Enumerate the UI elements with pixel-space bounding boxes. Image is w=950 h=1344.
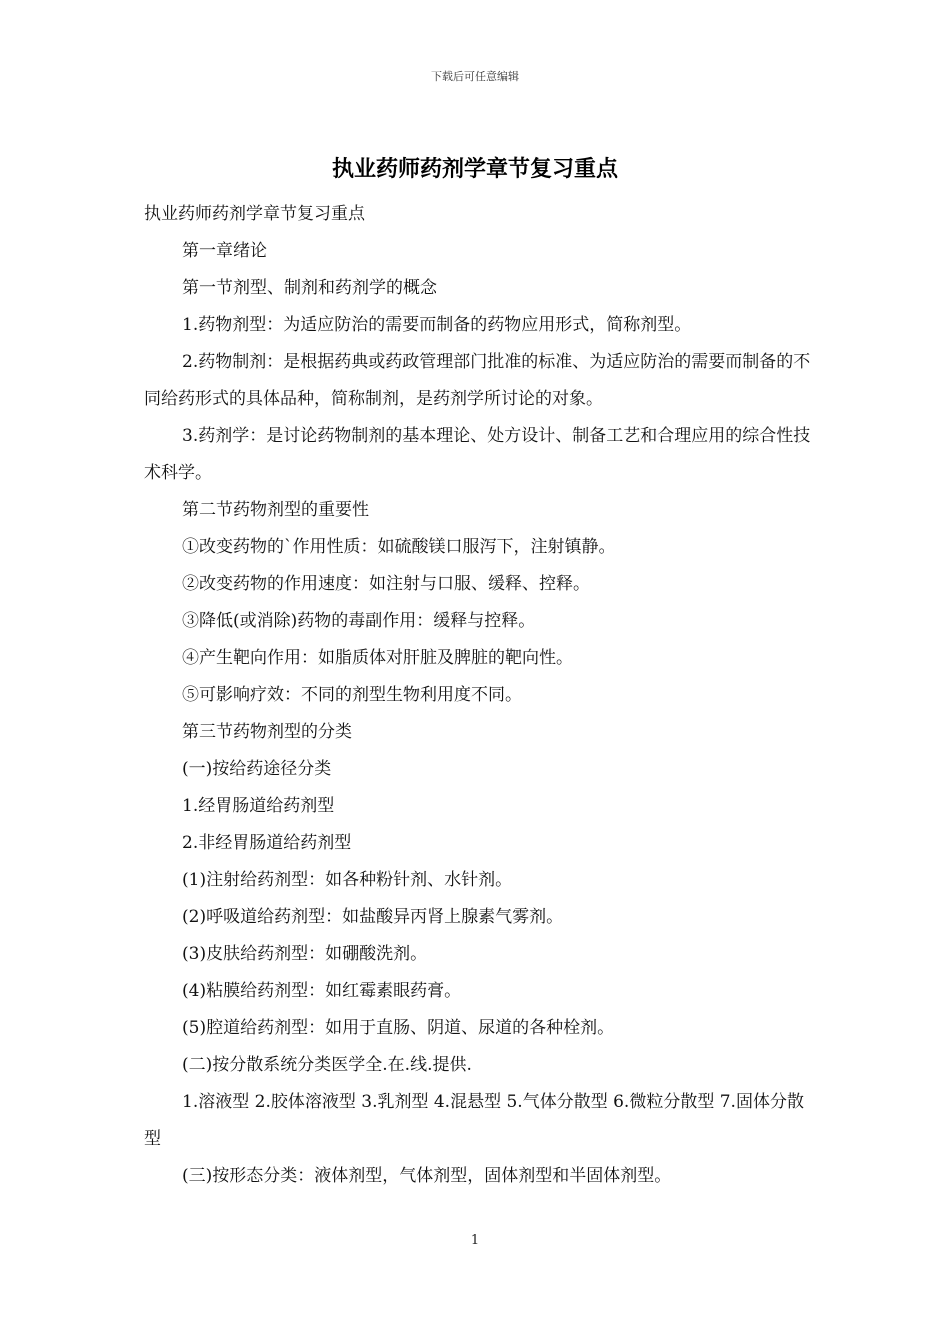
section-heading: 第三节药物剂型的分类 xyxy=(182,722,352,742)
section-heading: 第一节剂型、制剂和药剂学的概念 xyxy=(182,278,437,298)
list-item: (4)粘膜给药剂型：如红霉素眼药膏。 xyxy=(182,981,462,1001)
section-heading: 第二节药物剂型的重要性 xyxy=(182,500,369,520)
list-item: (3)皮肤给药剂型：如硼酸洗剂。 xyxy=(182,944,428,964)
paragraph: 1.药物剂型：为适应防治的需要而制备的药物应用形式，简称剂型。 xyxy=(182,315,692,335)
list-item: ⑤可影响疗效：不同的剂型生物利用度不同。 xyxy=(182,685,522,705)
paragraph: 执业药师药剂学章节复习重点 xyxy=(144,204,365,224)
list-item: (2)呼吸道给药剂型：如盐酸异丙肾上腺素气雾剂。 xyxy=(182,907,564,927)
page-header-note: 下载后可任意编辑 xyxy=(431,70,519,83)
list-item: ④产生靶向作用：如脂质体对肝脏及脾脏的靶向性。 xyxy=(182,648,573,668)
subsection-heading: (二)按分散系统分类医学全.在.线.提供. xyxy=(182,1055,472,1075)
list-item: 1.经胃肠道给药剂型 xyxy=(182,796,335,816)
subsection-heading: (一)按给药途径分类 xyxy=(182,759,332,779)
list-item: 2.非经胃肠道给药剂型 xyxy=(182,833,352,853)
list-item: ②改变药物的作用速度：如注射与口服、缓释、控释。 xyxy=(182,574,590,594)
paragraph: 3.药剂学：是讨论药物制剂的基本理论、处方设计、制备工艺和合理应用的综合性技术科学。 xyxy=(144,426,811,483)
list-item: (1)注射给药剂型：如各种粉针剂、水针剂。 xyxy=(182,870,513,890)
document-title: 执业药师药剂学章节复习重点 xyxy=(331,157,618,182)
list-item: ①改变药物的`作用性质：如硫酸镁口服泻下，注射镇静。 xyxy=(182,537,616,557)
paragraph: 1.溶液型 2.胶体溶液型 3.乳剂型 4.混悬型 5.气体分散型 6.微粒分散型 7.固体分散型 xyxy=(144,1092,804,1149)
document-body xyxy=(144,196,812,1195)
paragraph: (三)按形态分类：液体剂型，气体剂型，固体剂型和半固体剂型。 xyxy=(182,1166,672,1186)
chapter-heading: 第一章绪论 xyxy=(182,241,267,261)
list-item: ③降低(或消除)药物的毒副作用：缓释与控释。 xyxy=(182,611,536,631)
page-number: 1 xyxy=(470,1233,480,1248)
list-item: (5)腔道给药剂型：如用于直肠、阴道、尿道的各种栓剂。 xyxy=(182,1018,615,1038)
paragraph: 2.药物制剂：是根据药典或药政管理部门批准的标准、为适应防治的需要而制备的不同给药形式的具体品种，简称制剂，是药剂学所讨论的对象。 xyxy=(144,352,811,409)
